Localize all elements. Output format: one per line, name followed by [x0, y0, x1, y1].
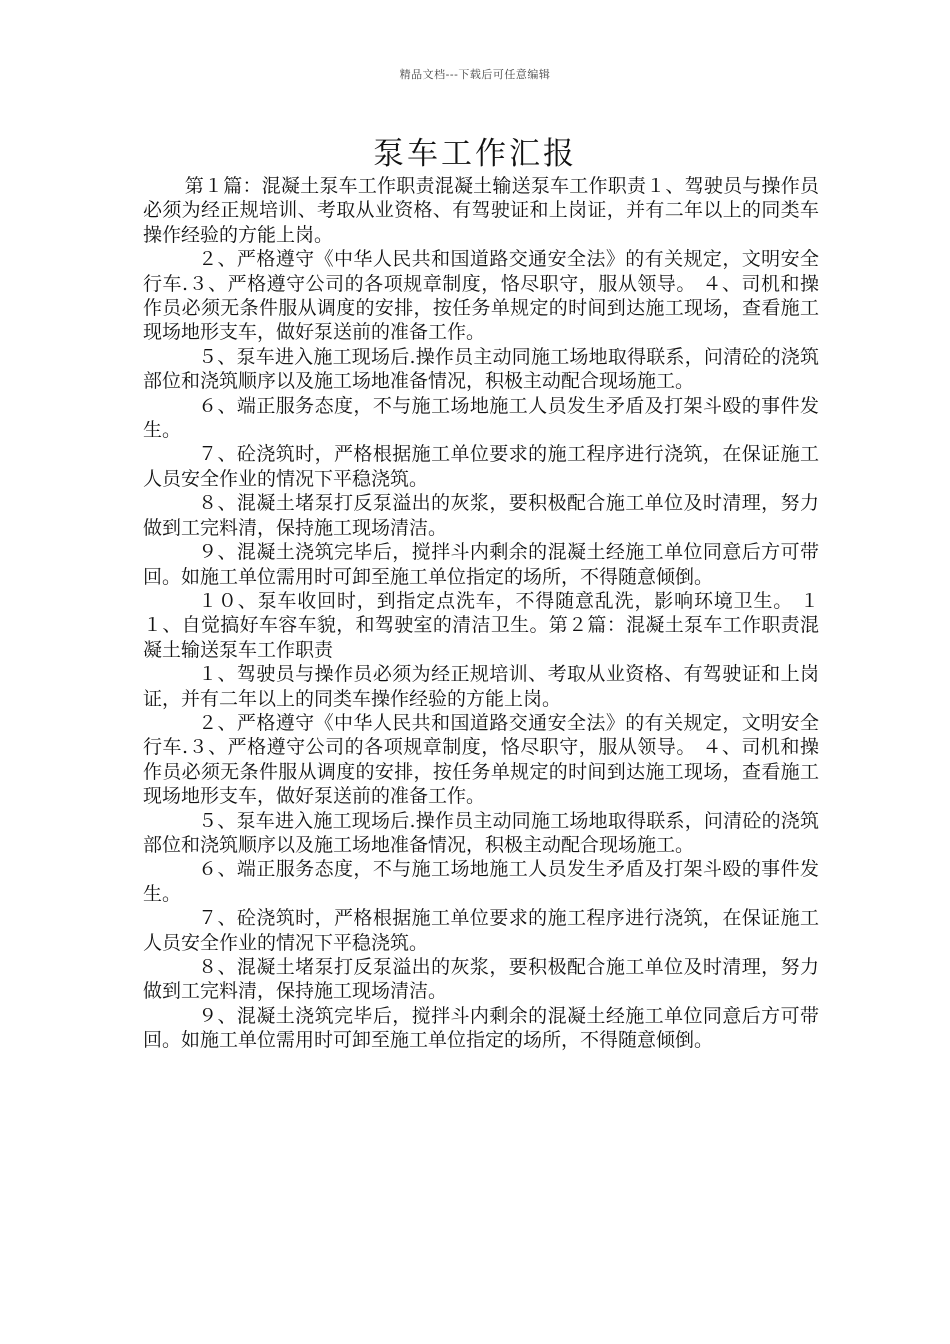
paragraph: ５、泵车进入施工现场后.操作员主动同施工场地取得联系，问清砼的浇筑部位和浇筑顺序以及施工场地准备情况，积极主动配合现场施工。 [143, 809, 819, 856]
paragraph: ２、严格遵守《中华人民共和国道路交通安全法》的有关规定，文明安全行车.３、严格遵守公司的各项规章制度，恪尽职守，服从领导。 ４、司机和操作员必须无条件服从调度的安排，按任务单规定的时间到达施工现场，查看施工现场地形支车，做好泵送前的准备工作。 [143, 248, 819, 344]
paragraph: ７、砼浇筑时，严格根据施工单位要求的施工程序进行浇筑，在保证施工人员安全作业的情况下平稳浇筑。 [143, 907, 819, 954]
paragraph: ７、砼浇筑时，严格根据施工单位要求的施工程序进行浇筑，在保证施工人员安全作业的情况下平稳浇筑。 [143, 443, 819, 490]
document-title: 泵车工作汇报 [373, 136, 577, 172]
document-body [143, 174, 819, 1053]
paragraph: ２、严格遵守《中华人民共和国道路交通安全法》的有关规定，文明安全行车.３、严格遵守公司的各项规章制度，恪尽职守，服从领导。 ４、司机和操作员必须无条件服从调度的安排，按任务单规定的时间到达施工现场，查看施工现场地形支车，做好泵送前的准备工作。 [143, 711, 819, 808]
paragraph: ８、混凝土堵泵打反泵溢出的灰浆，要积极配合施工单位及时清理，努力做到工完料清，保持施工现场清洁。 [143, 492, 819, 539]
paragraph: １０、泵车收回时，到指定点洗车，不得随意乱洗，影响环境卫生。 １１、自觉搞好车容车貌，和驾驶室的清洁卫生。第２篇：混凝土泵车工作职责混凝土输送泵车工作职责 [143, 589, 819, 661]
paragraph: ９、混凝土浇筑完毕后，搅拌斗内剩余的混凝土经施工单位同意后方可带回。如施工单位需用时可卸至施工单位指定的场所，不得随意倾倒。 [143, 541, 819, 588]
paragraph: １、驾驶员与操作员必须为经正规培训、考取从业资格、有驾驶证和上岗证，并有二年以上的同类车操作经验的方能上岗。 [143, 663, 819, 710]
paragraph: ９、混凝土浇筑完毕后，搅拌斗内剩余的混凝土经施工单位同意后方可带回。如施工单位需用时可卸至施工单位指定的场所，不得随意倾倒。 [143, 1004, 819, 1052]
paragraph: ５、泵车进入施工现场后.操作员主动同施工场地取得联系，问清砼的浇筑部位和浇筑顺序以及施工场地准备情况，积极主动配合现场施工。 [143, 345, 819, 393]
paragraph: 第１篇：混凝土泵车工作职责混凝土输送泵车工作职责１、驾驶员与操作员必须为经正规培训、考取从业资格、有驾驶证和上岗证，并有二年以上的同类车操作经验的方能上岗。 [143, 175, 819, 246]
paragraph: ８、混凝土堵泵打反泵溢出的灰浆，要积极配合施工单位及时清理，努力做到工完料清，保持施工现场清洁。 [143, 956, 819, 1003]
paragraph: ６、端正服务态度，不与施工场地施工人员发生矛盾及打架斗殴的事件发生。 [143, 858, 819, 905]
header-note: 精品文档---下载后可任意编辑 [399, 68, 551, 81]
paragraph: ６、端正服务态度，不与施工场地施工人员发生矛盾及打架斗殴的事件发生。 [143, 394, 819, 442]
